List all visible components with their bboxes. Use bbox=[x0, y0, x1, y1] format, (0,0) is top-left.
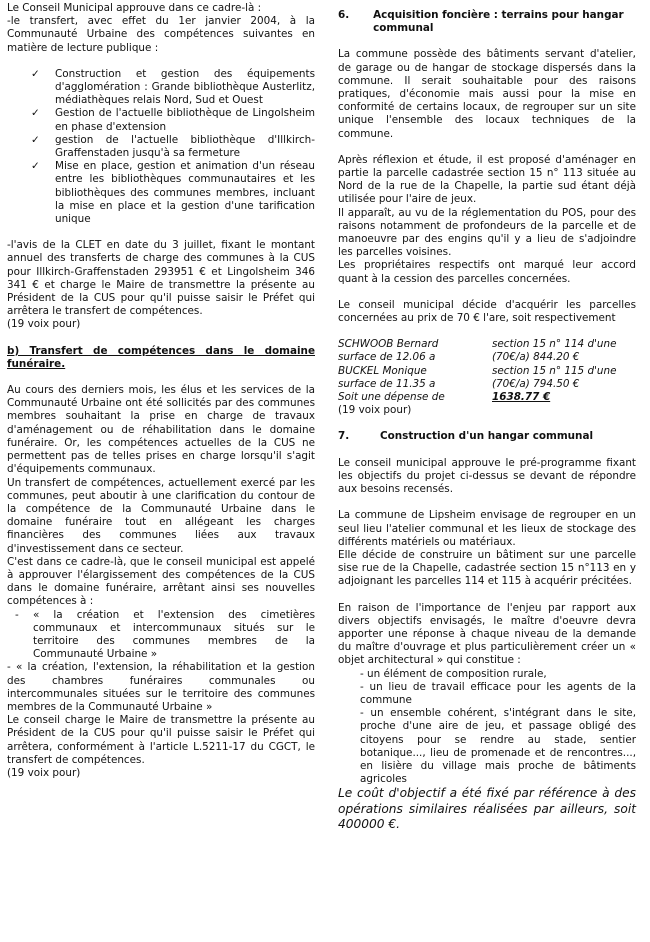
paragraph: Il apparaît, au vu de la réglementation du POS, pour des raisons notamment de profondeurs de la parcelle et de manoeuvre par des engins qu'il y a lieu de s'adjoindre les parcelles voisines. bbox=[338, 206, 636, 259]
paragraph: Au cours des derniers mois, les élus et les services de la Communauté Urbaine ont été sollicités par des communes membres souhaitant la prise en charge de travaux d'aménagement ou de réhabilitation dans le domaine funéraire. Or, les compétences actuelles de la CUS ne permettent pas de telles prises en charge lorsqu'il s'agit d'équipements communaux. bbox=[7, 384, 315, 476]
paragraph: - « la création, l'extension, la réhabilitation et la gestion des chambres funéraires communales ou intercommunales situées sur le territoire des communes membres de la Communauté Urbaine » bbox=[7, 661, 315, 713]
paragraph: Le conseil charge le Maire de transmettre la présente au Président de la CUS pour qu'il puisse saisir le Préfet qui arrêtera, conformément à l'article L.5211-17 du CGCT, le transfert de compétences. bbox=[7, 714, 315, 766]
list-item: ✓ gestion de l'actuelle bibliothèque d'Illkirch-Graffenstaden jusqu'à sa fermeture bbox=[31, 133, 315, 160]
paragraph: Le conseil municipal approuve le pré-programme fixant les objectifs du projet ci-dessus se devant de répondre aux besoins recensés. bbox=[338, 456, 636, 496]
transfer-intro: -le transfert, avec effet du 1er janvier 2004, à la Communauté Urbaine des compétences suivantes en matière de lecture publique : bbox=[7, 15, 315, 54]
check-icon: ✓ bbox=[31, 67, 40, 80]
section-heading: 7. Construction d'un hangar communal bbox=[338, 430, 594, 443]
clet-paragraph: -l'avis de la CLET en date du 3 juillet, fixant le montant annuel des transferts de charge des communes à la CUS pour Illkirch-Graffenstaden 293951 € et Lingolsheim 346 341 € et charge le Maire de transmettre la présente au Président de la CUS pour qu'il puisse saisir le Préfet qui arrêtera le transfert de compétences. bbox=[7, 239, 315, 318]
cost-breakdown bbox=[338, 338, 636, 404]
list-item: - « la création et l'extension des cimetières communaux et intercommunaux situés sur le territoire des communes membres de la Communauté Urbaine » bbox=[15, 608, 315, 661]
table-row: surface de 11.35 a (70€/a) 794.50 € bbox=[338, 377, 580, 390]
vote-count: (19 voix pour) bbox=[7, 766, 81, 779]
intro-line: Le Conseil Municipal approuve dans ce cadre-là : bbox=[7, 2, 262, 14]
paragraph: Après réflexion et étude, il est proposé d'aménager en partie la parcelle cadastrée section 15 n° 113 située au Nord de la rue de la Chapelle, la partie sud étant déjà utilisée pour l'aire de jeux. bbox=[338, 153, 636, 206]
table-row: surface de 12.06 a (70€/a) 844.20 € bbox=[338, 351, 580, 364]
constitution-list bbox=[360, 668, 636, 787]
paragraph: Les propriétaires respectifs ont marqué leur accord quant à la cession des parcelles concernées. bbox=[338, 259, 636, 285]
left-column bbox=[7, 2, 315, 780]
table-row: SCHWOOB Bernard section 15 n° 114 d'une bbox=[338, 338, 617, 351]
check-icon: ✓ bbox=[31, 107, 40, 120]
list-item: ✓ Gestion de l'actuelle bibliothèque de Lingolsheim en phase d'extension bbox=[31, 107, 315, 133]
list-item: - un lieu de travail efficace pour les agents de la commune bbox=[360, 680, 636, 706]
list-item: - un ensemble cohérent, s'intégrant dans le site, proche d'une aire de jeu, et passage obligé des citoyens pour se rendre au stade, sentier botanique..., lieu de promenade et de rencontres..., en lisière du village mais proche de bâtiments agricoles bbox=[360, 707, 636, 786]
list-item: ✓ Construction et gestion des équipements d'agglomération : Grande bibliothèque Austerlitz, médiathèques relais Nord, Sud et Ouest bbox=[31, 67, 315, 107]
paragraph: La commune de Lipsheim envisage de regrouper en un seul lieu l'atelier communal et les lieux de stockage des différents matériels ou matériaux. bbox=[338, 509, 636, 548]
total-value: 1638.77 € bbox=[492, 391, 551, 404]
quote-list bbox=[15, 609, 315, 662]
paragraph: Un transfert de compétences, actuellement exercé par les communes, peut aboutir à une clarification du contour de la compétence de la Communauté Urbaine dans le domaine funéraire tout en allégeant les charges financières des communes liées aux travaux d'investissement dans ce secteur. bbox=[7, 476, 315, 555]
paragraph: Elle décide de construire un bâtiment sur une parcelle sise rue de la Chapelle, cadastrée section 15 n°113 en y adjoignant les parcelles 114 et 115 à acquérir précitées. bbox=[338, 548, 636, 588]
list-item: ✓ Mise en place, gestion et animation d'un réseau entre les bibliothèques communautaires et les bibliothèques des communes membres, incluant la mise en place et la gestion d'une tarification unique bbox=[31, 160, 315, 226]
check-icon: ✓ bbox=[31, 160, 40, 173]
list-item: - un élément de composition rurale, bbox=[360, 667, 547, 680]
right-column bbox=[338, 2, 636, 832]
cost-objective: Le coût d'objectif a été fixé par référence à des opérations similaires réalisées par ailleurs, soit 400000 €. bbox=[338, 786, 636, 831]
vote-count: (19 voix pour) bbox=[338, 404, 412, 417]
section-heading: b) Transfert de compétences dans le domaine funéraire. bbox=[7, 344, 315, 370]
total-row: Soit une dépense de 1638.77 € bbox=[338, 391, 551, 404]
paragraph: C'est dans ce cadre-là, que le conseil municipal est appelé à approuver l'élargissement des compétences de la CUS dans le domaine funéraire, arrêtant ainsi ses nouvelles compétences à : bbox=[7, 555, 315, 608]
vote-count: (19 voix pour) bbox=[7, 318, 81, 331]
competence-list bbox=[31, 68, 315, 226]
table-row: BUCKEL Monique section 15 n° 115 d'une bbox=[338, 364, 617, 377]
section-heading: 6. Acquisition foncière : terrains pour hangar communal bbox=[338, 9, 624, 35]
paragraph: Le conseil municipal décide d'acquérir les parcelles concernées au prix de 70 € l'are, soit respectivement bbox=[338, 298, 636, 325]
paragraph: En raison de l'importance de l'enjeu par rapport aux divers objectifs envisagés, le maître d'oeuvre devra apporter une réponse à chaque niveau de la demande du maître d'ouvrage et plus particulièrement créer un « objet architectural » qui constitue : bbox=[338, 601, 636, 667]
paragraph: La commune possède des bâtiments servant d'atelier, de garage ou de hangar de stockage dispersés dans la commune. Il serait souhaitable pour des raisons pratiques, d'économie mais aussi pour la mise en conformité de certains locaux, de regrouper sur un site unique l'ensemble des locaux techniques de la commune. bbox=[338, 48, 636, 140]
check-icon: ✓ bbox=[31, 133, 40, 146]
